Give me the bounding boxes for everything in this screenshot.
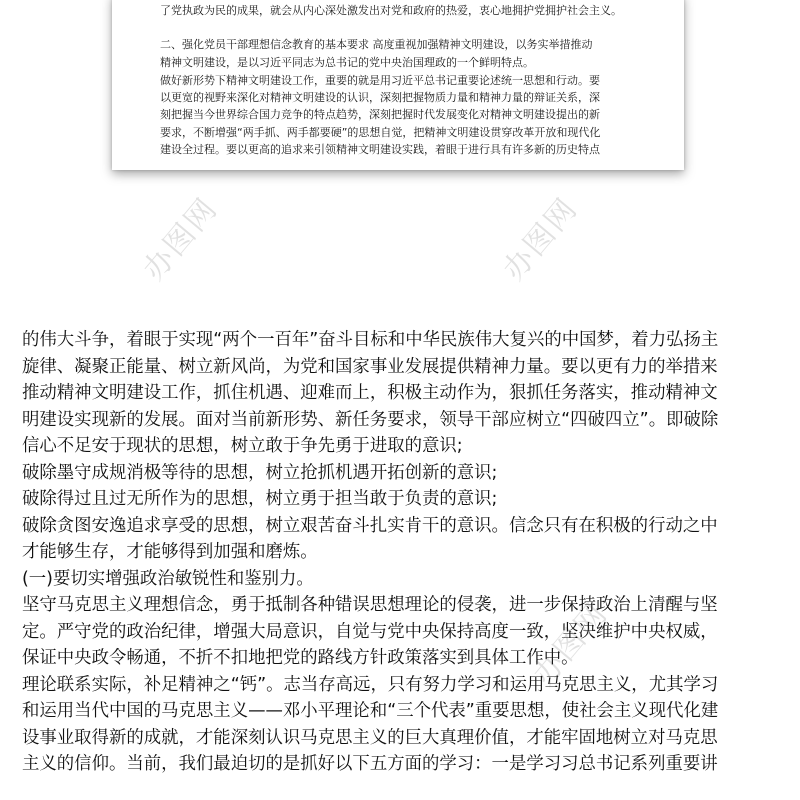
section-heading: (一)要切实增强政治敏锐性和鉴别力。 <box>22 568 314 589</box>
preview-line: 精神文明建设，是以习近平同志为总书记的党中央治国理政的一个鲜明特点。 <box>160 56 534 69</box>
body-line: 信心不足安于现状的思想，树立敢于争先勇于进取的意识; <box>22 436 463 456</box>
preview-line <box>160 0 680 2</box>
body-line: 才能够生存，才能够得到加强和磨炼。 <box>22 542 318 562</box>
body-line: 明建设实现新的发展。面对当前新形势、新任务要求，领导干部应树立“四破四立”。即破除 <box>22 409 719 430</box>
preview-line: 刻把握当今世界综合国力竞争的特点趋势，深刻把握时代发展变化对精神文明建设提出的新 <box>160 108 600 121</box>
body-line: 旋律、凝聚正能量、树立新风尚，为党和国家事业发展提供精神力量。要以更有力的举措来 <box>22 356 718 377</box>
body-line: 定。严守党的政治纪律，增强大局意识，自觉与党中央保持高度一致，坚决维护中央权威， <box>22 621 718 642</box>
body-line: 破除贪图安逸追求享受的思想，树立艰苦奋斗扎实肯干的意识。信念只有在积极的行动之中 <box>22 515 718 536</box>
body-line: 破除得过且过无所作为的思想，树立勇于担当敢于负责的意识; <box>22 489 498 509</box>
body-line: 理论联系实际，补足精神之“钙”。志当存高远，只有努力学习和运用马克思主义，尤其学习 <box>22 674 719 695</box>
watermark: 办图网 <box>496 191 585 288</box>
watermark: 办图网 <box>136 191 225 288</box>
document-body <box>22 327 792 778</box>
preview-line: 了党执政为民的成果，就会从内心深处激发出对党和政府的热爱，衷心地拥护党拥护社会主义。 <box>160 4 622 17</box>
preview-line: 做好新形势下精神文明建设工作，重要的就是用习近平总书记重要论述统一思想和行动。要 <box>160 74 600 87</box>
preview-line: 要求，不断增强“两手抓、两手都要硬”的思想自觉，把精神文明建设贯穿改革开放和现代化 <box>160 126 601 139</box>
watermark: 办图网 <box>526 596 615 693</box>
body-line: 设事业取得新的成就，才能深刻认识马克思主义的巨大真理价值，才能牢固地树立对马克思 <box>22 727 718 748</box>
document-preview-card <box>112 0 684 170</box>
preview-line: 建设全过程。要以更高的追求来引领精神文明建设实践，着眼于进行具有许多新的历史特点 <box>160 143 600 156</box>
preview-line: 以更宽的视野来深化对精神文明建设的认识，深刻把握物质力量和精神力量的辩证关系，深 <box>160 91 600 104</box>
body-line: 破除墨守成规消极等待的思想，树立抢抓机遇开拓创新的意识; <box>22 462 498 483</box>
body-line: 主义的信仰。当前，我们最迫切的是抓好以下五方面的学习：一是学习习总书记系列重要讲 <box>22 754 718 774</box>
body-line: 坚守马克思主义理想信念，勇于抵制各种错误思想理论的侵袭，进一步保持政治上清醒与坚 <box>22 595 718 615</box>
body-line: 推动精神文明建设工作，抓住机遇、迎难而上，积极主动作为，狠抓任务落实，推动精神文 <box>22 383 718 403</box>
body-line: 保证中央政令畅通，不折不扣地把党的路线方针政策落实到具体工作中。 <box>22 648 579 668</box>
preview-line: 二、强化党员干部理想信念教育的基本要求 高度重视加强精神文明建设，以务实举措推动 <box>160 38 593 51</box>
body-line: 的伟大斗争，着眼于实现“两个一百年”奋斗目标和中华民族伟大复兴的中国梦，着力弘扬主 <box>22 330 719 350</box>
body-line: 和运用当代中国的马克思主义——邓小平理论和“三个代表”重要思想，使社会主义现代化建 <box>22 701 719 721</box>
